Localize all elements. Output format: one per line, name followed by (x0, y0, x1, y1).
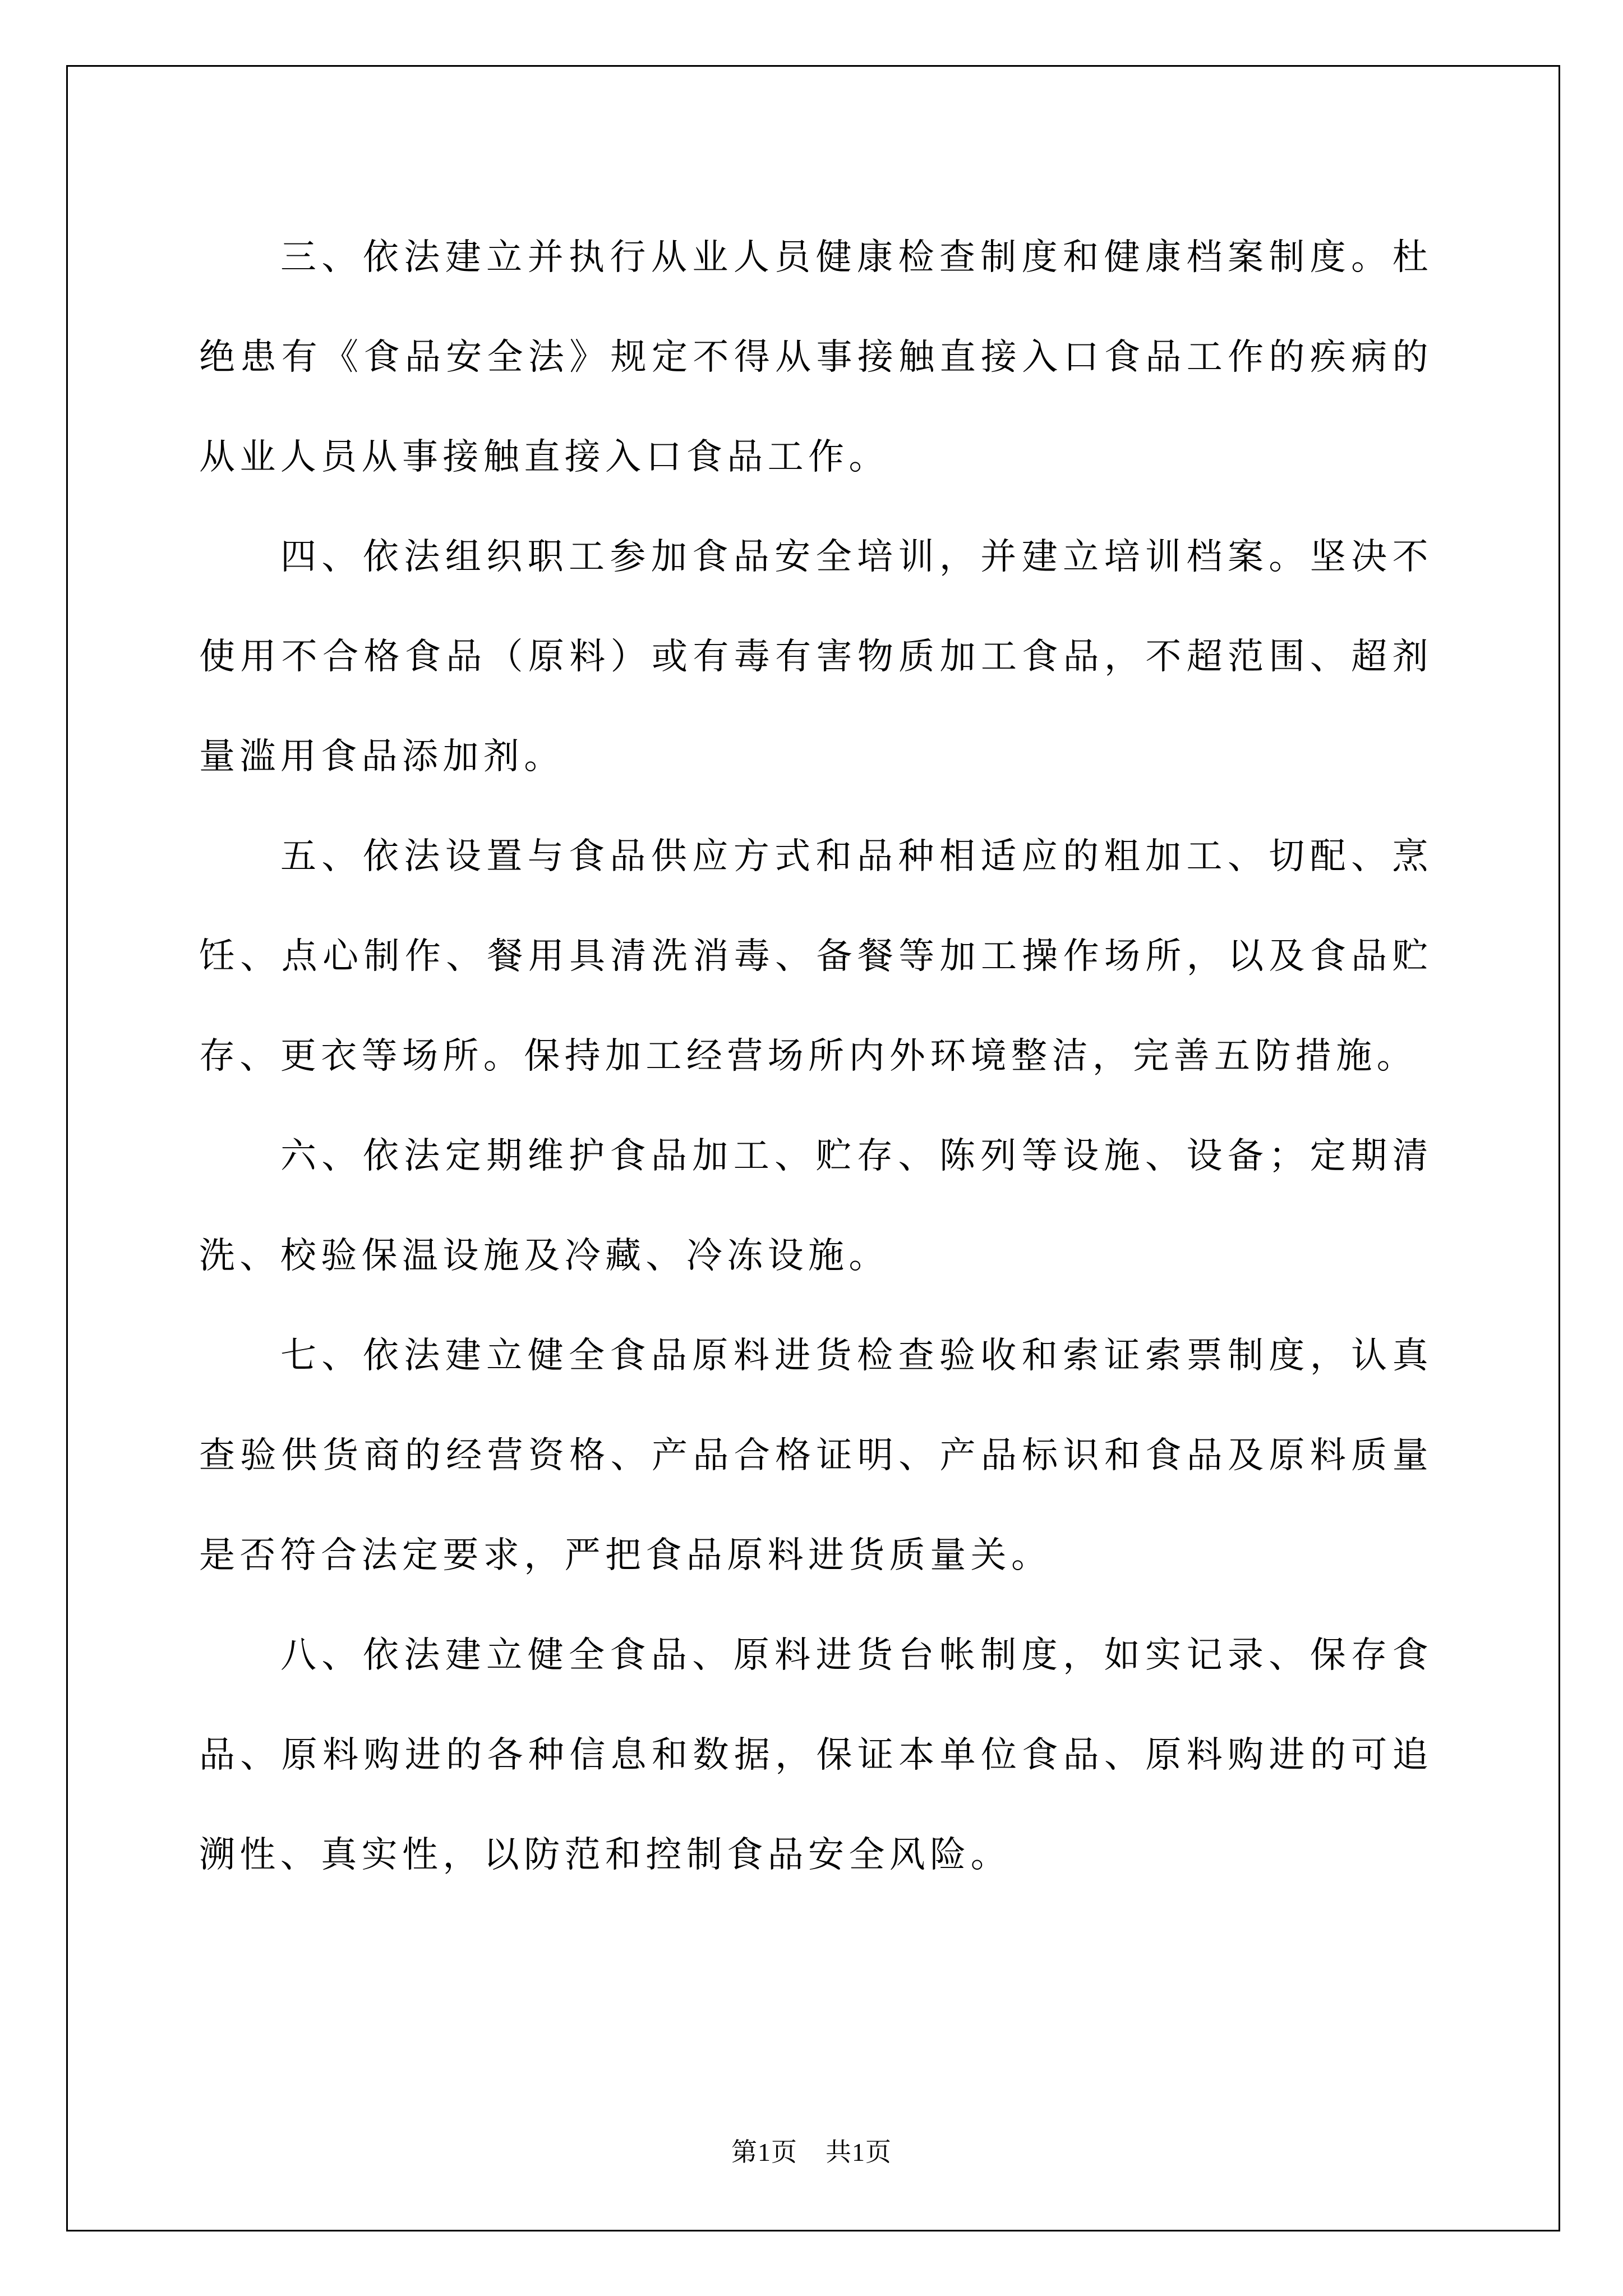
paragraph-7: 七、依法建立健全食品原料进货检查验收和索证索票制度，认真查验供货商的经营资格、产品合格证明、产品标识和食品及原料质量是否符合法定要求，严把食品原料进货质量关。 (199, 1335, 1433, 1576)
page-number: 第1页 (731, 2138, 797, 2166)
paragraph-6: 六、依法定期维护食品加工、贮存、陈列等设施、设备；定期清洗、校验保温设施及冷藏、冷冻设施。 (199, 1135, 1433, 1277)
page-footer (0, 2132, 1623, 2169)
paragraph-3: 三、依法建立并执行从业人员健康检查制度和健康档案制度。杜绝患有《食品安全法》规定不得从事接触直接入口食品工作的疾病的从业人员从事接触直接入口食品工作。 (199, 237, 1433, 478)
paragraph-8: 八、依法建立健全食品、原料进货台帐制度，如实记录、保存食品、原料购进的各种信息和数据，保证本单位食品、原料购进的可追溯性、真实性，以防范和控制食品安全风险。 (199, 1635, 1433, 1876)
paragraph-4: 四、依法组织职工参加食品安全培训，并建立培训档案。坚决不使用不合格食品（原料）或有毒有害物质加工食品，不超范围、超剂量滥用食品添加剂。 (199, 536, 1433, 777)
page-total: 共1页 (826, 2138, 892, 2166)
document-body (199, 208, 1433, 1905)
paragraph-5: 五、依法设置与食品供应方式和品种相适应的粗加工、切配、烹饪、点心制作、餐用具清洗消毒、备餐等加工操作场所，以及食品贮存、更衣等场所。保持加工经营场所内外环境整洁，完善五防措施。 (199, 836, 1433, 1077)
